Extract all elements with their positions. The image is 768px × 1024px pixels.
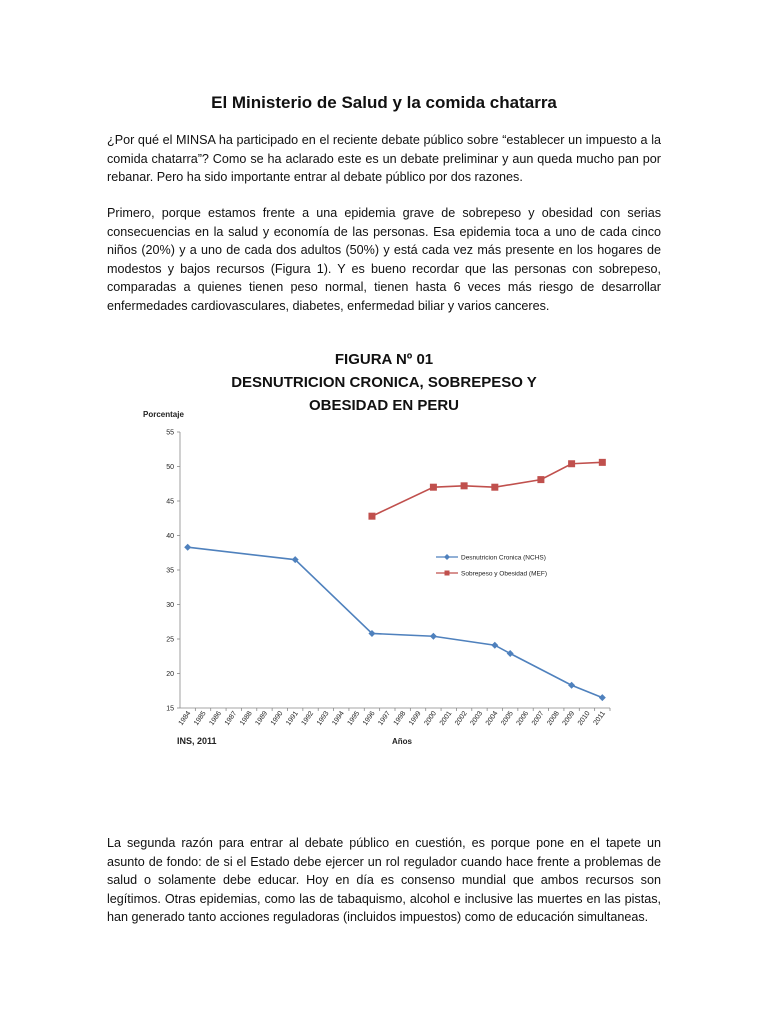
figure-title-line-3: OBESIDAD EN PERU — [308, 397, 460, 414]
y-tick-label: 30 — [166, 602, 174, 609]
x-tick-label: 1985 — [193, 710, 208, 727]
data-point-series-0 — [568, 682, 575, 689]
figure-title-line-1: FIGURA Nº 01 — [334, 351, 434, 368]
x-tick-label: 2007 — [530, 710, 546, 727]
x-tick-label: 1995 — [346, 710, 362, 727]
legend-label-sobrepeso: Sobrepeso y Obesidad (MEF) — [461, 570, 547, 578]
x-tick-label: 2002 — [454, 710, 469, 727]
x-tick-label: 1987 — [223, 710, 239, 727]
data-point-series-0 — [599, 694, 606, 701]
x-tick-label: 1997 — [377, 710, 392, 727]
y-tick-label: 20 — [166, 671, 174, 678]
x-axis-label: Años — [392, 737, 412, 746]
x-tick-label: 2001 — [438, 710, 454, 727]
legend-marker-sobrepeso — [445, 571, 450, 576]
x-tick-label: 1993 — [315, 710, 331, 727]
y-ticks — [166, 430, 180, 713]
x-tick-label: 1988 — [239, 710, 254, 727]
y-tick-label: 35 — [166, 567, 174, 575]
paragraph-1-text: ¿Por qué el MINSA ha participado en el reciente debate público sobre “establecer un impuesto a la comida chatarra”? Como se ha aclarado este es un debate preliminar y aun queda mucho pan por rebanar. Pero ha sido importante entrar al debate público por dos razones. — [107, 133, 661, 184]
data-point-series-1 — [430, 484, 437, 491]
x-tick-label: 2010 — [576, 710, 592, 727]
data-point-series-1 — [599, 459, 606, 466]
page-title: El Ministerio de Salud y la comida chatarra — [211, 93, 557, 112]
data-point-series-1 — [568, 460, 575, 467]
x-tick-label: 1998 — [392, 710, 408, 727]
x-tick-label: 2000 — [423, 710, 439, 727]
data-point-series-1 — [537, 476, 544, 483]
x-tick-label: 2006 — [515, 710, 531, 727]
x-tick-label: 2004 — [484, 710, 500, 727]
data-point-series-1 — [368, 513, 375, 520]
x-tick-label: 1986 — [208, 710, 224, 727]
data-point-series-0 — [184, 544, 191, 551]
data-point-series-1 — [491, 484, 498, 491]
y-tick-label: 45 — [166, 498, 174, 506]
paragraph-2-text: Primero, porque estamos frente a una epidemia grave de sobrepeso y obesidad con serias consecuencias en la salud y economía de las personas. Esa epidemia toca a uno de cada cinco niños (20%) y a uno de cada dos adultos (50%) y está cada vez más presente en los hogares de modestos y bajos recursos (Figura 1). Y es bueno recordar que las personas con sobrepeso, comparadas a quienes tienen peso normal, tienen hasta 6 veces más riesgo de desarrollar enfermedades cardiovasculares, diabetes, enfermedad biliar y varios canceres. — [107, 206, 661, 313]
data-point-series-0 — [430, 633, 437, 640]
x-tick-label: 1996 — [361, 710, 377, 727]
x-tick-label: 2003 — [469, 710, 485, 727]
data-point-series-0 — [491, 642, 498, 649]
x-tick-label: 1999 — [408, 710, 423, 727]
x-ticks — [178, 708, 610, 727]
x-tick-label: 2005 — [500, 710, 515, 727]
y-tick-label: 55 — [166, 429, 174, 437]
x-tick-label: 1994 — [331, 710, 346, 727]
y-axis-label: Porcentaje — [143, 410, 184, 419]
y-tick-label: 25 — [166, 636, 174, 644]
paragraph-3-text: La segunda razón para entrar al debate público en cuestión, es porque pone en el tapete un asunto de fondo: de si el Estado debe ejercer un rol regulador cuando hace frente a problemas de salud o solamente debe educar. Hoy en día es consenso mundial que ambos recursos son legítimos. Otras epidemias, como las de tabaquismo, alcohol e inclusive las muertes en las pistas, han generado tanto acciones reguladoras (incluidos impuestos) como de educación simultaneas. — [107, 836, 661, 924]
legend — [436, 554, 547, 578]
series-layer — [184, 459, 606, 701]
data-point-series-1 — [461, 482, 468, 489]
series-line-1 — [372, 462, 602, 516]
figure-title-line-2: DESNUTRICION CRONICA, SOBREPESO Y — [231, 374, 537, 391]
x-tick-label: 1991 — [285, 710, 300, 727]
x-tick-label: 1992 — [300, 710, 316, 727]
x-tick-label: 2008 — [546, 710, 561, 727]
x-tick-label: 2011 — [592, 710, 607, 727]
x-tick-label: 1990 — [269, 710, 285, 727]
legend-label-desnutricion: Desnutricion Cronica (NCHS) — [461, 554, 546, 562]
x-tick-label: 1989 — [254, 710, 270, 727]
legend-marker-desnutricion — [444, 554, 450, 560]
y-tick-label: 50 — [166, 464, 174, 471]
y-tick-label: 40 — [166, 533, 174, 540]
data-point-series-0 — [507, 650, 514, 657]
x-tick-label: 2009 — [561, 710, 577, 727]
source-label: INS, 2011 — [177, 736, 217, 746]
y-tick-label: 15 — [166, 705, 174, 713]
x-tick-label: 1984 — [177, 710, 193, 727]
